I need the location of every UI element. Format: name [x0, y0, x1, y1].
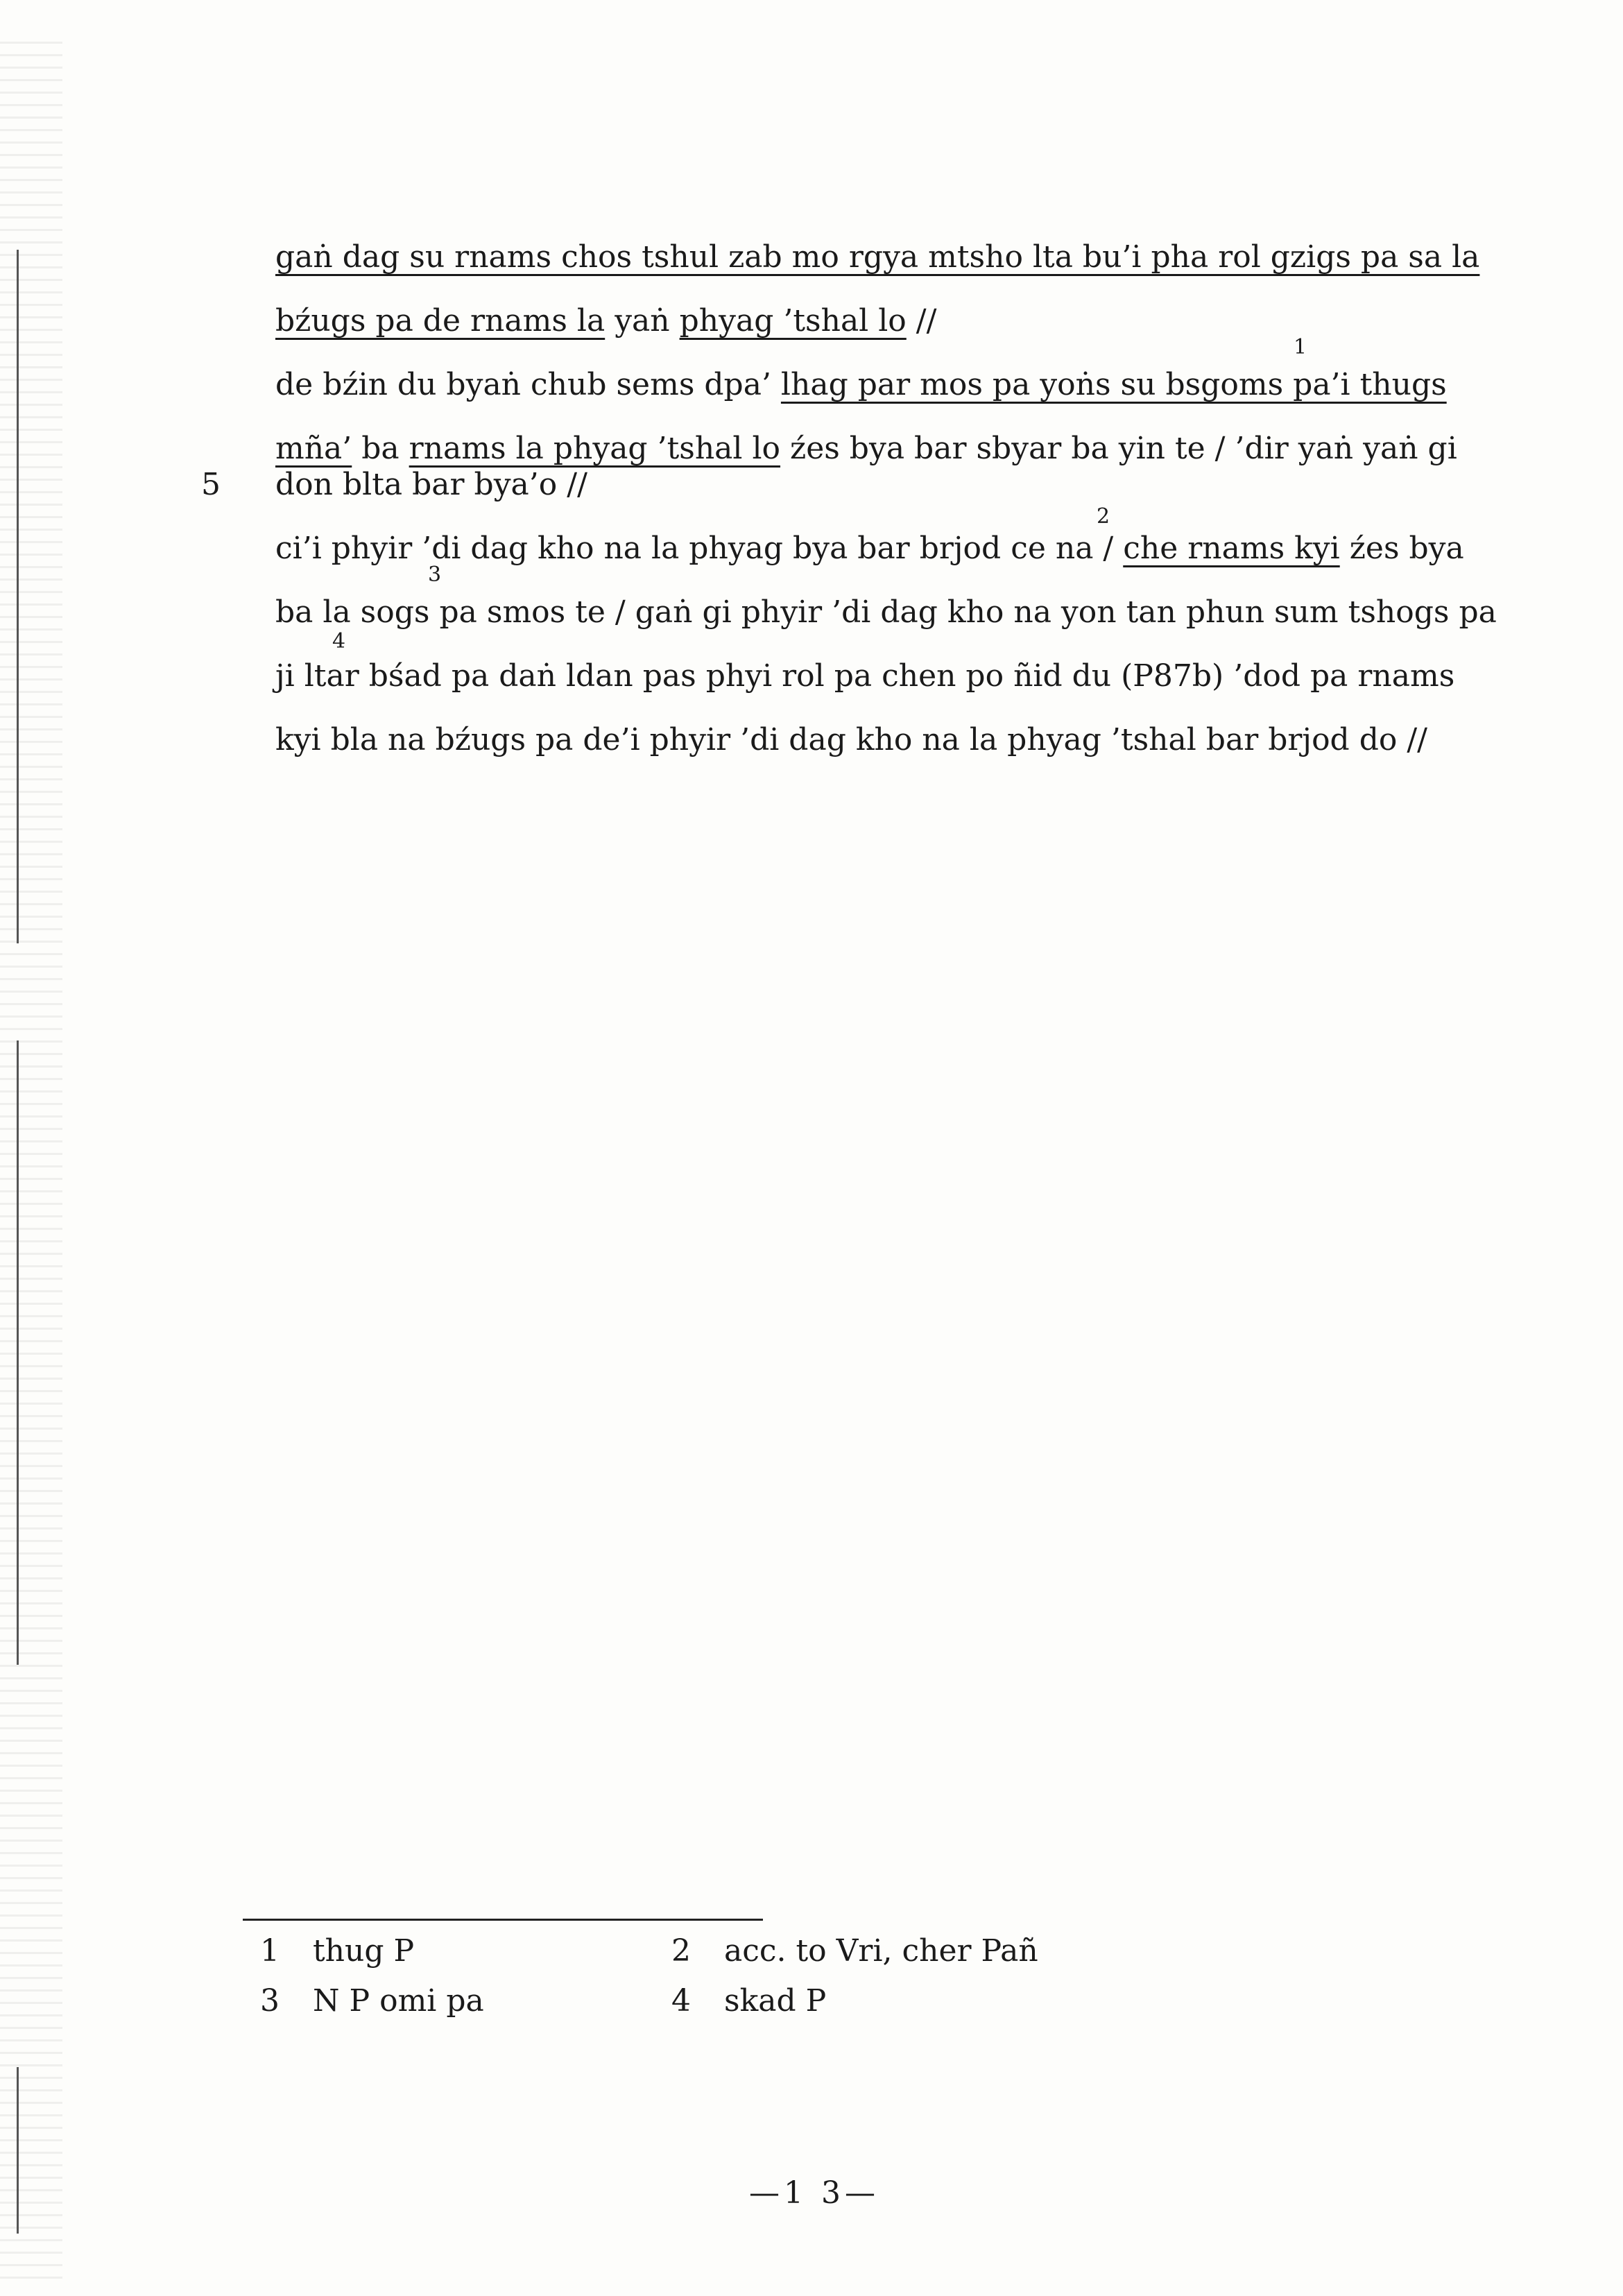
text-line [275, 524, 1464, 573]
text-line [275, 233, 1479, 282]
underlined-phrase: bźugs pa de rnams la [275, 303, 606, 339]
text-line [275, 588, 1497, 637]
text-line [275, 297, 936, 345]
footnote-rule [243, 1919, 763, 1921]
text-segment: yaṅ [605, 303, 680, 339]
underlined-phrase: rnams la phyag ’tshal lo [409, 431, 781, 466]
underlined-phrase: lhag par mos pa yoṅs su bsgoms pa’i thugs [780, 367, 1447, 402]
footnote-ref: 3 [428, 563, 442, 587]
text-line [275, 716, 1427, 764]
footnote-text: thug P [313, 1933, 415, 1969]
footnote-ref: 1 [1294, 335, 1307, 359]
text-segment: ba la sogs pa smos te / gaṅ gi phyir ’di dag kho na yon tan phun sum tshogs pa [275, 594, 1497, 630]
scan-edge-line [17, 1040, 19, 1665]
footnote [260, 1980, 484, 2022]
footnote [260, 1930, 414, 1972]
text-segment: ci’i phyir ’di dag kho na la phyag bya bar brjod ce na / [275, 531, 1124, 566]
text-line [275, 652, 1454, 701]
underlined-phrase: mña’ [275, 431, 352, 466]
text-segment: ba [352, 431, 409, 466]
footnote-text: skad P [724, 1983, 827, 2019]
text-segment: źes bya bar sbyar ba yin te / ’dir yaṅ yaṅ gi [780, 431, 1457, 466]
underlined-phrase: phyag ’tshal lo [679, 303, 907, 339]
footnote [671, 1980, 826, 2022]
text-segment: // [906, 303, 937, 339]
footnote-text: N P omi pa [313, 1983, 484, 2019]
page-number: —1 3— [749, 2175, 879, 2211]
underlined-phrase: gaṅ dag su rnams chos tshul zab mo rgya mtsho lta bu’i pha rol gzigs pa sa la [275, 239, 1480, 275]
footnote-text: acc. to Vri, cher Pañ [724, 1933, 1038, 1969]
text-segment: kyi bla na bźugs pa de’i phyir ’di dag kho na la phyag ’tshal bar brjod do // [275, 722, 1427, 757]
text-line [275, 361, 1447, 409]
scan-edge-line [17, 2067, 19, 2234]
text-segment: de bźin du byaṅ chub sems dpa’ [275, 367, 781, 402]
footnote-ref: 4 [332, 629, 346, 653]
line-number: 5 [201, 467, 221, 502]
text-segment: ji ltar bśad pa daṅ ldan pas phyi rol pa chen po ñid du (P87b) ’dod pa rnams [275, 658, 1455, 694]
footnote-number: 3 [260, 1983, 280, 2019]
scan-edge-line [17, 250, 19, 943]
text-segment: don blta bar bya’o // [275, 467, 587, 502]
footnote-number: 4 [671, 1983, 691, 2019]
footnote-number: 1 [260, 1933, 280, 1969]
text-segment: źes bya [1339, 531, 1464, 566]
footnote-ref: 2 [1097, 504, 1110, 529]
footnote-number: 2 [671, 1933, 691, 1969]
scan-edge-artifact [0, 42, 62, 2289]
underlined-phrase: che rnams kyi [1123, 531, 1340, 566]
text-line [275, 461, 587, 509]
footnote [671, 1930, 1038, 1972]
